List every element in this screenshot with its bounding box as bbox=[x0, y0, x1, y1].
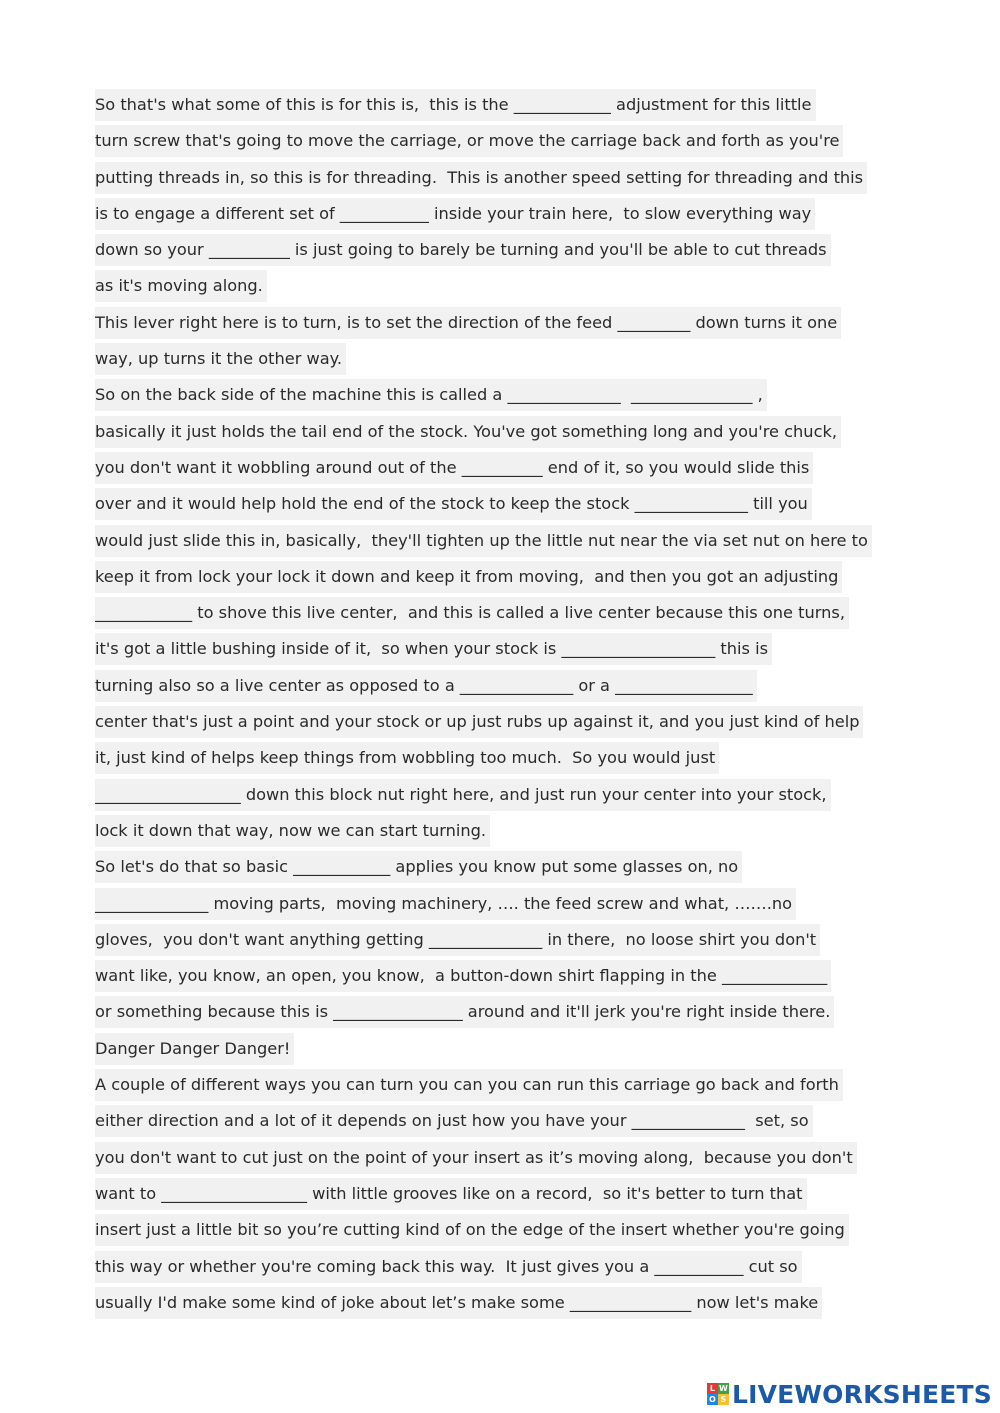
brand-name: LIVEWORKSHEETS bbox=[731, 1379, 992, 1409]
text-line bbox=[95, 450, 907, 486]
text-line bbox=[95, 595, 907, 631]
text-line bbox=[95, 740, 907, 776]
text-line-content: keep it from lock your lock it down and keep it from moving, and then you got an adjusting bbox=[95, 561, 842, 593]
text-line bbox=[95, 1176, 907, 1212]
text-line bbox=[95, 1067, 907, 1103]
text-line-content: gloves, you don't want anything getting ______________ in there, no loose shirt you don't bbox=[95, 924, 820, 956]
text-line-content: over and it would help hold the end of the stock to keep the stock ______________ till you bbox=[95, 488, 812, 520]
logo-letter: W bbox=[719, 1384, 728, 1393]
text-line bbox=[95, 1031, 907, 1067]
text-line-content: way, up turns it the other way. bbox=[95, 343, 346, 375]
text-line-content: putting threads in, so this is for threading. This is another speed setting for threading and this bbox=[95, 162, 867, 194]
text-line bbox=[95, 123, 907, 159]
text-line bbox=[95, 704, 907, 740]
text-line bbox=[95, 87, 907, 123]
text-line-content: basically it just holds the tail end of the stock. You've got something long and you're chuck, bbox=[95, 416, 841, 448]
text-line-content: insert just a little bit so you’re cutting kind of on the edge of the insert whether you're going bbox=[95, 1214, 849, 1246]
text-line bbox=[95, 341, 907, 377]
text-line bbox=[95, 668, 907, 704]
text-line bbox=[95, 994, 907, 1030]
text-line bbox=[95, 886, 907, 922]
text-line-content: is to engage a different set of ___________ inside your train here, to slow everything way bbox=[95, 198, 815, 230]
text-line bbox=[95, 1140, 907, 1176]
text-line bbox=[95, 1103, 907, 1139]
logo-letter: O bbox=[707, 1394, 718, 1405]
text-line-content: this way or whether you're coming back this way. It just gives you a ___________ cut so bbox=[95, 1251, 802, 1283]
text-line-content: So let's do that so basic ____________ applies you know put some glasses on, no bbox=[95, 851, 742, 883]
liveworksheets-brand bbox=[707, 1378, 992, 1410]
text-line-content: want like, you know, an open, you know, a button-down shirt flapping in the _____________ bbox=[95, 960, 831, 992]
text-line-content: A couple of different ways you can turn you can you can run this carriage go back and forth bbox=[95, 1069, 843, 1101]
worksheet-text bbox=[95, 87, 907, 1321]
text-line-content: down so your __________ is just going to barely be turning and you'll be able to cut threads bbox=[95, 234, 831, 266]
text-line bbox=[95, 849, 907, 885]
text-line bbox=[95, 813, 907, 849]
text-line bbox=[95, 922, 907, 958]
logo-letter: L bbox=[707, 1383, 718, 1394]
text-line-content: center that's just a point and your stock or up just rubs up against it, and you just kind of help bbox=[95, 706, 863, 738]
text-line-content: lock it down that way, now we can start turning. bbox=[95, 815, 490, 847]
text-line bbox=[95, 160, 907, 196]
text-line-content: you don't want to cut just on the point of your insert as it’s moving along, because you don't bbox=[95, 1142, 857, 1174]
text-line bbox=[95, 486, 907, 522]
text-line bbox=[95, 414, 907, 450]
text-line-content: So that's what some of this is for this is, this is the ____________ adjustment for this little bbox=[95, 89, 816, 121]
text-line bbox=[95, 1285, 907, 1321]
text-line-content: __________________ down this block nut right here, and just run your center into your stock, bbox=[95, 779, 831, 811]
text-line bbox=[95, 523, 907, 559]
text-line-content: would just slide this in, basically, they'll tighten up the little nut near the via set nut on here to bbox=[95, 525, 872, 557]
text-line-content: So on the back side of the machine this is called a ______________ _______________ , bbox=[95, 379, 767, 411]
text-line-content: This lever right here is to turn, is to set the direction of the feed _________ down turns it one bbox=[95, 307, 841, 339]
logo-letter: S bbox=[718, 1394, 729, 1405]
text-line-content: ______________ moving parts, moving machinery, …. the feed screw and what, …….no bbox=[95, 888, 796, 920]
text-line bbox=[95, 377, 907, 413]
text-line-content: Danger Danger Danger! bbox=[95, 1033, 294, 1065]
text-line-content: you don't want it wobbling around out of the __________ end of it, so you would slide this bbox=[95, 452, 813, 484]
text-line-content: as it's moving along. bbox=[95, 270, 267, 302]
text-line bbox=[95, 958, 907, 994]
text-line bbox=[95, 232, 907, 268]
text-line-content: usually I'd make some kind of joke about let’s make some _______________ now let's make bbox=[95, 1287, 822, 1319]
text-line bbox=[95, 559, 907, 595]
text-line bbox=[95, 777, 907, 813]
text-line bbox=[95, 631, 907, 667]
text-line-content: turning also so a live center as opposed to a ______________ or a _________________ bbox=[95, 670, 757, 702]
liveworksheets-logo-icon bbox=[707, 1383, 729, 1405]
text-line bbox=[95, 305, 907, 341]
text-line-content: turn screw that's going to move the carriage, or move the carriage back and forth as you're bbox=[95, 125, 843, 157]
text-line-content: want to __________________ with little grooves like on a record, so it's better to turn that bbox=[95, 1178, 807, 1210]
text-line-content: either direction and a lot of it depends on just how you have your ______________ set, so bbox=[95, 1105, 813, 1137]
text-line-content: it's got a little bushing inside of it, so when your stock is ___________________ this is bbox=[95, 633, 772, 665]
text-line bbox=[95, 1212, 907, 1248]
text-line bbox=[95, 196, 907, 232]
text-line bbox=[95, 1249, 907, 1285]
text-line-content: or something because this is ________________ around and it'll jerk you're right inside there. bbox=[95, 996, 834, 1028]
text-line-content: ____________ to shove this live center, and this is called a live center because this one turns, bbox=[95, 597, 849, 629]
text-line bbox=[95, 268, 907, 304]
text-line-content: it, just kind of helps keep things from wobbling too much. So you would just bbox=[95, 742, 719, 774]
